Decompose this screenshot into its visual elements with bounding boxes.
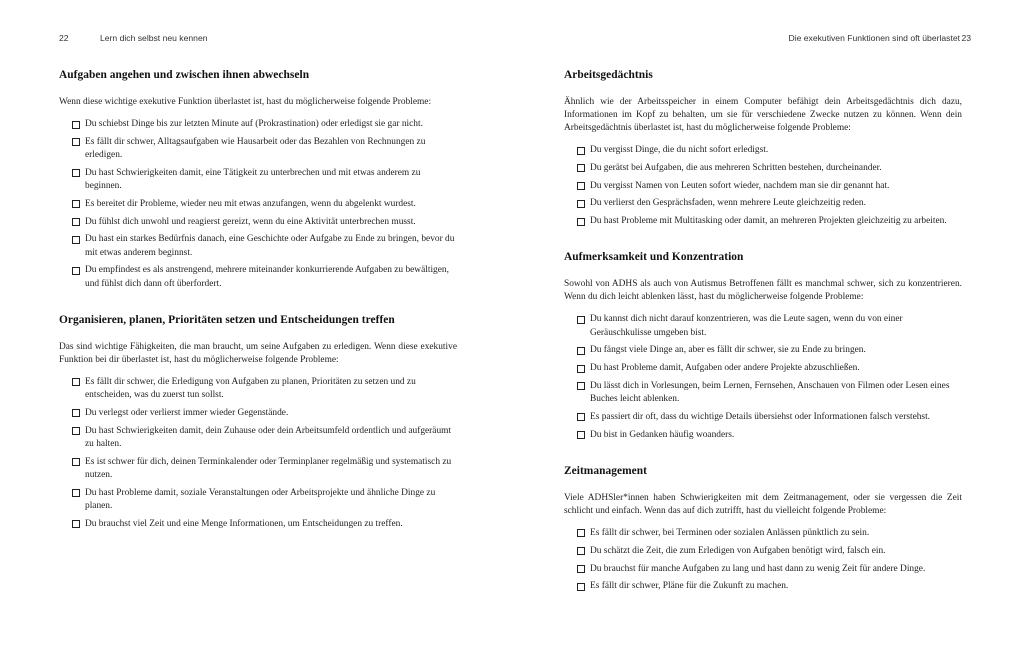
checkbox-icon [577, 529, 585, 537]
checklist-item [564, 344, 962, 357]
page-content [564, 69, 962, 617]
checklist [564, 313, 962, 442]
checklist-item [564, 429, 962, 442]
checklist-item [59, 118, 457, 131]
checklist-item-text: Es fällt dir schwer, Pläne für die Zukunft zu machen. [590, 581, 789, 592]
checkbox-icon [72, 169, 80, 177]
section [564, 69, 962, 228]
running-head: Lern dich selbst neu kennen [100, 33, 208, 43]
checkbox-icon [577, 182, 585, 190]
checklist-item-text: Du vergisst Dinge, die du nicht sofort erledigst. [590, 145, 769, 155]
checklist-item-text: Du brauchst für manche Aufgaben zu lang und hast dann zu wenig Zeit für andere Dinge. [590, 563, 926, 574]
checkbox-icon [577, 431, 585, 439]
checklist-item-text: Du hast Probleme damit, Aufgaben oder andere Projekte abzuschließen. [590, 363, 860, 374]
checklist-item-text: Du kannst dich nicht darauf konzentrieren, was die Leute sagen, wenn du von einer Geräuschkulisse umgeben bist. [590, 314, 903, 338]
checkbox-icon [72, 200, 80, 208]
checklist-item-text: Du brauchst viel Zeit und eine Menge Informationen, um Entscheidungen zu treffen. [85, 518, 403, 529]
checkbox-icon [72, 489, 80, 497]
checkbox-icon [72, 121, 80, 129]
section [59, 69, 457, 291]
checkbox-icon [577, 547, 585, 555]
checklist [564, 144, 962, 228]
checkbox-icon [72, 427, 80, 435]
checkbox-icon [72, 267, 80, 275]
checklist-item-text: Es fällt dir schwer, Alltagsaufgaben wie Hausarbeit oder das Bezahlen von Rechnungen zu erledigen. [85, 136, 426, 160]
checklist-item-text: Du hast Schwierigkeiten damit, dein Zuhause oder dein Arbeitsumfeld ordentlich und aufgeräumt zu halten. [85, 425, 452, 449]
checklist-item-text: Du bist in Gedanken häufig woanders. [590, 429, 735, 440]
section-intro: Ähnlich wie der Arbeitsspeicher in einem Computer befähigt dein Arbeitsgedächtnis dich dazu, Informationen im Kopf zu behalten, um sie für verschiedene Zwecke nutzen zu können. Wenn dein Arbeitsgedächtnis überlastet ist, hast du möglicherweise folgende Probleme: [564, 97, 962, 133]
section-heading: Arbeitsgedächtnis [564, 69, 653, 81]
checklist-item-text: Du hast Probleme mit Multitasking oder damit, an mehreren Projekten gleichzeitig zu arbeiten. [590, 216, 947, 227]
checklist-item-text: Du schiebst Dinge bis zur letzten Minute auf (Prokrastination) oder erledigst sie gar nicht. [85, 119, 423, 129]
checkbox-icon [72, 218, 80, 226]
checkbox-icon [72, 409, 80, 417]
checklist-item-text: Du verlegst oder verlierst immer wieder Gegenstände. [85, 407, 289, 418]
checklist-item [564, 313, 962, 339]
section-heading: Organisieren, planen, Prioritäten setzen und Entscheidungen treffen [59, 313, 395, 326]
section [564, 251, 962, 442]
checkbox-icon [577, 347, 585, 355]
checkbox-icon [72, 458, 80, 466]
checklist [59, 376, 457, 531]
section [564, 465, 962, 594]
checklist [59, 118, 457, 291]
section-intro: Wenn diese wichtige exekutive Funktion überlastet ist, hast du möglicherweise folgende Probleme: [59, 97, 432, 107]
checklist-item-text: Es bereitet dir Probleme, wieder neu mit etwas anzufangen, wenn du abgelenkt wurdest. [85, 198, 416, 209]
checklist-item [564, 180, 962, 193]
section-heading: Aufmerksamkeit und Konzentration [564, 251, 744, 264]
checklist-item [564, 162, 962, 175]
checklist-item-text: Du hast ein starkes Bedürfnis danach, eine Geschichte oder Aufgabe zu Ende zu bringen, bevor du mit etwas anderem beginnst. [85, 234, 455, 258]
checklist-item [59, 136, 457, 162]
checklist-item-text: Du hast Probleme damit, soziale Veranstaltungen oder Arbeitsprojekte und ähnliche Dinge zu planen. [85, 487, 436, 511]
checklist-item [59, 407, 457, 420]
checklist-item-text: Es fällt dir schwer, bei Terminen oder sozialen Anlässen pünktlich zu sein. [590, 527, 870, 538]
checkbox-icon [577, 164, 585, 172]
checkbox-icon [72, 138, 80, 146]
checklist-item [59, 456, 457, 482]
checklist-item [564, 144, 962, 157]
checkbox-icon [577, 583, 585, 591]
section [59, 314, 457, 531]
checkbox-icon [577, 382, 585, 390]
checklist-item [59, 198, 457, 211]
checklist-item [59, 487, 457, 513]
checklist-item [59, 167, 457, 193]
checklist-item-text: Du gerätst bei Aufgaben, die aus mehreren Schritten bestehen, durcheinander. [590, 162, 882, 173]
checklist-item [59, 518, 457, 531]
checklist-item [564, 215, 962, 228]
page-content [59, 69, 457, 554]
checklist-item [59, 376, 457, 402]
checklist-item-text: Du verlierst den Gesprächsfaden, wenn mehrere Leute gleichzeitig reden. [590, 198, 866, 209]
checklist-item [59, 233, 457, 259]
checklist [564, 527, 962, 594]
checkbox-icon [577, 365, 585, 373]
checkbox-icon [577, 565, 585, 573]
section-intro: Viele ADHSler*innen haben Schwierigkeiten mit dem Zeitmanagement, oder sie vergessen die Zeit schlicht und einfach. Wenn das auf dich zutrifft, hast du vielleicht folgende Probleme: [564, 492, 962, 516]
checklist-item [564, 527, 962, 540]
checklist-item [564, 545, 962, 558]
section-heading: Aufgaben angehen und zwischen ihnen abwechseln [59, 69, 310, 81]
checklist-item-text: Du fühlst dich unwohl und reagierst gereizt, wenn du eine Aktivität unterbrechen musst. [85, 216, 416, 227]
checklist-item-text: Du hast Schwierigkeiten damit, eine Tätigkeit zu unterbrechen und mit etwas anderem zu beginnen. [85, 167, 421, 191]
checklist-item [564, 197, 962, 210]
checklist-item-text: Es fällt dir schwer, die Erledigung von Aufgaben zu planen, Prioritäten zu setzen und zu entscheiden, was du zuerst tun sollst. [85, 376, 416, 400]
checkbox-icon [577, 218, 585, 226]
checklist-item-text: Du schätzt die Zeit, die zum Erledigen von Aufgaben benötigt wird, falsch ein. [590, 545, 886, 556]
checklist-item [564, 380, 962, 406]
checklist-item [564, 563, 962, 576]
section-intro: Das sind wichtige Fähigkeiten, die man braucht, um seine Aufgaben zu erledigen. Wenn diese exekutive Funktion bei dir überlastet ist, hast du möglicherweise folgende Probleme: [59, 341, 457, 365]
right-page [510, 0, 1020, 664]
checkbox-icon [72, 236, 80, 244]
section-intro: Sowohl von ADHS als auch von Autismus Betroffenen fällt es manchmal schwer, sich zu konzentrieren. Wenn du dich leicht ablenken lässt, hast du möglicherweise folgende Probleme: [564, 279, 962, 303]
section-heading: Zeitmanagement [564, 464, 647, 477]
checkbox-icon [72, 378, 80, 386]
checklist-item [564, 362, 962, 375]
page-number: 22 [59, 33, 69, 43]
running-head: Die exekutiven Funktionen sind oft überlastet [788, 33, 960, 43]
checklist-item [59, 216, 457, 229]
checklist-item [59, 425, 457, 451]
checklist-item [564, 411, 962, 424]
checkbox-icon [577, 316, 585, 324]
checkbox-icon [577, 200, 585, 208]
checklist-item-text: Du vergisst Namen von Leuten sofort wieder, nachdem man sie dir genannt hat. [590, 180, 890, 191]
checkbox-icon [72, 520, 80, 528]
checkbox-icon [577, 413, 585, 421]
checkbox-icon [577, 147, 585, 155]
checklist-item-text: Du fängst viele Dinge an, aber es fällt dir schwer, sie zu Ende zu bringen. [590, 345, 866, 356]
checklist-item [59, 264, 457, 290]
checklist-item-text: Es ist schwer für dich, deinen Terminkalender oder Terminplaner regelmäßig und systematisch zu nutzen. [85, 456, 452, 480]
page-number: 23 [961, 33, 971, 43]
checklist-item-text: Es passiert dir oft, dass du wichtige Details übersiehst oder Informationen falsch verstehst. [590, 411, 931, 422]
checklist-item [564, 580, 962, 593]
checklist-item-text: Du empfindest es als anstrengend, mehrere miteinander konkurrierende Aufgaben zu bewältigen, und fühlst dich dann oft überfordert. [85, 265, 449, 289]
checklist-item-text: Du lässt dich in Vorlesungen, beim Lernen, Fernsehen, Anschauen von Filmen oder Lesen eines Buches leicht ablenken. [590, 380, 950, 405]
